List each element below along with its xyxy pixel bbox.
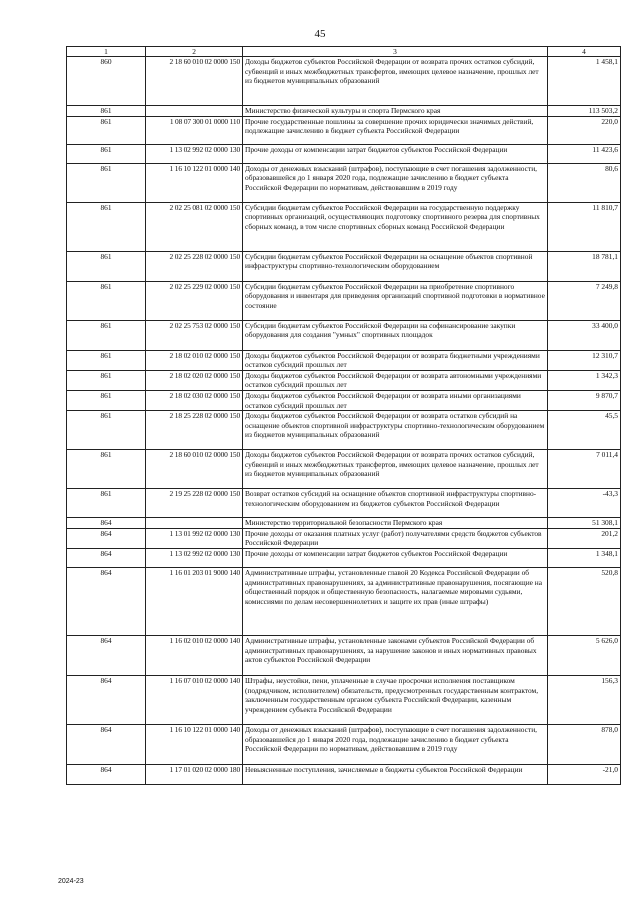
- admin-code-cell: 861: [67, 390, 146, 410]
- table-row: [67, 320, 621, 350]
- table-row: [67, 370, 621, 390]
- revenue-name-cell: Административные штрафы, установленные законами субъектов Российской Федерации об административных правонарушениях, за нарушение законов и иных нормативных правовых актов субъектов Российской Федерации: [243, 635, 548, 675]
- admin-code-cell: 860: [67, 57, 146, 106]
- amount-cell: 113 503,2: [548, 106, 621, 117]
- admin-code-cell: 861: [67, 163, 146, 202]
- revenue-name-cell: Доходы бюджетов субъектов Российской Федерации от возврата прочих остатков субсидий, субвенций и иных межбюджетных трансфертов, имеющих целевое назначение, прошлых лет из бюджетов муниципальных образований: [243, 450, 548, 489]
- admin-code-cell: 861: [67, 202, 146, 251]
- column-header-3: 3: [243, 47, 548, 57]
- table-header-row: [67, 47, 621, 57]
- amount-cell: 51 308,1: [548, 518, 621, 529]
- admin-code-cell: 864: [67, 675, 146, 724]
- revenue-code-cell: 1 13 02 992 02 0000 130: [146, 144, 243, 163]
- revenue-code-cell: [146, 106, 243, 117]
- amount-cell: 156,3: [548, 675, 621, 724]
- amount-cell: 12 310,7: [548, 350, 621, 370]
- admin-code-cell: 864: [67, 764, 146, 784]
- revenue-name-cell: Субсидии бюджетам субъектов Российской Федерации на государственную поддержку спортивных организаций, осуществляющих подготовку спортивного резерва для спортивных сборных команд, в том числе спортивных сборных команд Российской Федерации: [243, 202, 548, 251]
- amount-cell: 33 400,0: [548, 320, 621, 350]
- amount-cell: 520,8: [548, 567, 621, 635]
- revenue-name-cell: Штрафы, неустойки, пени, уплаченные в случае просрочки исполнения поставщиком (подрядчиком, исполнителем) обязательств, предусмотренных государственным контрактом, заключенным государственным органом субъекта Российской Федерации, казенным учреждением субъекта Российской Федерации: [243, 675, 548, 724]
- amount-cell: 1 348,1: [548, 548, 621, 567]
- admin-code-cell: 864: [67, 724, 146, 764]
- table-row: [67, 116, 621, 144]
- admin-code-cell: 861: [67, 144, 146, 163]
- table-row: [67, 390, 621, 410]
- revenue-name-cell: Доходы от денежных взысканий (штрафов), поступающие в счет погашения задолженности, образовавшейся до 1 января 2020 года, подлежащие зачислению в бюджет субъекта Российской Федерации по нормативам, действовавшим в 2019 году: [243, 724, 548, 764]
- table-row: [67, 724, 621, 764]
- revenue-code-cell: 2 18 02 030 02 0000 150: [146, 390, 243, 410]
- admin-code-cell: 861: [67, 281, 146, 320]
- table-row: [67, 567, 621, 635]
- column-header-2: 2: [146, 47, 243, 57]
- revenue-code-cell: 2 18 25 228 02 0000 150: [146, 411, 243, 450]
- revenue-name-cell: Доходы бюджетов субъектов Российской Федерации от возврата бюджетными учреждениями остатков субсидий прошлых лет: [243, 350, 548, 370]
- revenue-name-cell: Прочие доходы от компенсации затрат бюджетов субъектов Российской Федерации: [243, 144, 548, 163]
- table-row: [67, 518, 621, 529]
- amount-cell: 11 423,6: [548, 144, 621, 163]
- table-row: [67, 281, 621, 320]
- revenue-code-cell: 1 16 10 122 01 0000 140: [146, 724, 243, 764]
- revenue-code-cell: 2 02 25 753 02 0000 150: [146, 320, 243, 350]
- admin-code-cell: 861: [67, 489, 146, 518]
- table-row: [67, 450, 621, 489]
- revenue-code-cell: 1 16 01 203 01 9000 140: [146, 567, 243, 635]
- amount-cell: 11 810,7: [548, 202, 621, 251]
- table-row: [67, 764, 621, 784]
- revenue-code-cell: 2 02 25 229 02 0000 150: [146, 281, 243, 320]
- revenue-name-cell: Доходы бюджетов субъектов Российской Федерации от возврата автономными учреждениями остатков субсидий прошлых лет: [243, 370, 548, 390]
- revenue-name-cell: Прочие доходы от оказания платных услуг (работ) получателями средств бюджетов субъектов Российской Федерации: [243, 528, 548, 548]
- admin-code-cell: 861: [67, 106, 146, 117]
- table-row: [67, 528, 621, 548]
- table-row: [67, 251, 621, 281]
- revenue-name-cell: Прочие государственные пошлины за совершение прочих юридически значимых действий, подлежащие зачислению в бюджет субъекта Российской Федерации: [243, 116, 548, 144]
- amount-cell: 18 781,1: [548, 251, 621, 281]
- admin-code-cell: 861: [67, 251, 146, 281]
- amount-cell: 45,5: [548, 411, 621, 450]
- table-row: [67, 350, 621, 370]
- revenue-code-cell: 1 16 07 010 02 0000 140: [146, 675, 243, 724]
- table-row: [67, 675, 621, 724]
- admin-code-cell: 861: [67, 320, 146, 350]
- admin-code-cell: 864: [67, 548, 146, 567]
- admin-code-cell: 861: [67, 411, 146, 450]
- revenue-name-cell: Невыясненные поступления, зачисляемые в бюджеты субъектов Российской Федерации: [243, 764, 548, 784]
- revenue-code-cell: 2 18 60 010 02 0000 150: [146, 450, 243, 489]
- table-row: [67, 57, 621, 106]
- amount-cell: 878,0: [548, 724, 621, 764]
- revenue-code-cell: 2 18 60 010 02 0000 150: [146, 57, 243, 106]
- revenue-name-cell: Субсидии бюджетам субъектов Российской Федерации на софинансирование закупки оборудования для создания "умных" спортивных площадок: [243, 320, 548, 350]
- revenue-name-cell: Субсидии бюджетам субъектов Российской Федерации на приобретение спортивного оборудования и инвентаря для приведения организаций спортивной подготовки в нормативное состояние: [243, 281, 548, 320]
- revenue-code-cell: 1 08 07 300 01 0000 110: [146, 116, 243, 144]
- amount-cell: 7 011,4: [548, 450, 621, 489]
- revenue-code-cell: 1 17 01 020 02 0000 180: [146, 764, 243, 784]
- amount-cell: 7 249,8: [548, 281, 621, 320]
- revenue-name-cell: Доходы бюджетов субъектов Российской Федерации от возврата остатков субсидий на оснащение объектов спортивной инфраструктуры спортивно-технологическим оборудованием из бюджетов муниципальных образований: [243, 411, 548, 450]
- revenue-code-cell: 2 02 25 228 02 0000 150: [146, 251, 243, 281]
- revenue-name-cell: Доходы от денежных взысканий (штрафов), поступающие в счет погашения задолженности, образовавшейся до 1 января 2020 года, подлежащие зачислению в бюджет субъекта Российской Федерации по нормативам, действовавшим в 2019 году: [243, 163, 548, 202]
- amount-cell: 1 342,3: [548, 370, 621, 390]
- column-header-4: 4: [548, 47, 621, 57]
- revenue-name-cell: Министерство физической культуры и спорта Пермского края: [243, 106, 548, 117]
- table-body: [67, 57, 621, 785]
- admin-code-cell: 864: [67, 567, 146, 635]
- admin-code-cell: 861: [67, 370, 146, 390]
- table-row: [67, 411, 621, 450]
- admin-code-cell: 861: [67, 350, 146, 370]
- table-row: [67, 163, 621, 202]
- revenue-code-cell: 1 16 02 010 02 0000 140: [146, 635, 243, 675]
- revenue-code-cell: [146, 518, 243, 529]
- revenue-code-cell: 1 16 10 122 01 0000 140: [146, 163, 243, 202]
- table-row: [67, 548, 621, 567]
- table-row: [67, 106, 621, 117]
- revenue-code-cell: 1 13 02 992 02 0000 130: [146, 548, 243, 567]
- amount-cell: 5 626,0: [548, 635, 621, 675]
- revenue-name-cell: Возврат остатков субсидий на оснащение объектов спортивной инфраструктуры спортивно-технологическим оборудованием из бюджетов субъектов Российской Федерации: [243, 489, 548, 518]
- admin-code-cell: 864: [67, 528, 146, 548]
- revenue-name-cell: Доходы бюджетов субъектов Российской Федерации от возврата иными организациями остатков субсидий прошлых лет: [243, 390, 548, 410]
- column-header-1: 1: [67, 47, 146, 57]
- amount-cell: -43,3: [548, 489, 621, 518]
- revenue-table: [66, 46, 621, 785]
- revenue-code-cell: 2 02 25 081 02 0000 150: [146, 202, 243, 251]
- revenue-name-cell: Доходы бюджетов субъектов Российской Федерации от возврата прочих остатков субсидий, субвенций и иных межбюджетных трансфертов, имеющих целевое назначение, прошлых лет из бюджетов муниципальных образований: [243, 57, 548, 106]
- page-number: 45: [314, 28, 326, 40]
- admin-code-cell: 861: [67, 450, 146, 489]
- table-row: [67, 489, 621, 518]
- table-row: [67, 144, 621, 163]
- admin-code-cell: 864: [67, 635, 146, 675]
- revenue-code-cell: 1 13 01 992 02 0000 130: [146, 528, 243, 548]
- revenue-name-cell: Субсидии бюджетам субъектов Российской Федерации на оснащение объектов спортивной инфраструктуры спортивно-технологическим оборудованием: [243, 251, 548, 281]
- revenue-code-cell: 2 18 02 020 02 0000 150: [146, 370, 243, 390]
- admin-code-cell: 864: [67, 518, 146, 529]
- amount-cell: 9 870,7: [548, 390, 621, 410]
- document-code: 2024-23: [58, 878, 84, 885]
- amount-cell: 80,6: [548, 163, 621, 202]
- amount-cell: 201,2: [548, 528, 621, 548]
- revenue-code-cell: 2 19 25 228 02 0000 150: [146, 489, 243, 518]
- table-row: [67, 202, 621, 251]
- revenue-name-cell: Прочие доходы от компенсации затрат бюджетов субъектов Российской Федерации: [243, 548, 548, 567]
- amount-cell: 1 458,1: [548, 57, 621, 106]
- revenue-name-cell: Министерство территориальной безопасности Пермского края: [243, 518, 548, 529]
- table-row: [67, 635, 621, 675]
- amount-cell: 220,0: [548, 116, 621, 144]
- revenue-name-cell: Административные штрафы, установленные главой 20 Кодекса Российской Федерации об административных правонарушениях, за административные правонарушения, посягающие на общественный порядок и общественную безопасность, налагаемые мировыми судьями, комиссиями по делам несовершеннолетних и защите их прав (иные штрафы): [243, 567, 548, 635]
- admin-code-cell: 861: [67, 116, 146, 144]
- amount-cell: -21,0: [548, 764, 621, 784]
- revenue-code-cell: 2 18 02 010 02 0000 150: [146, 350, 243, 370]
